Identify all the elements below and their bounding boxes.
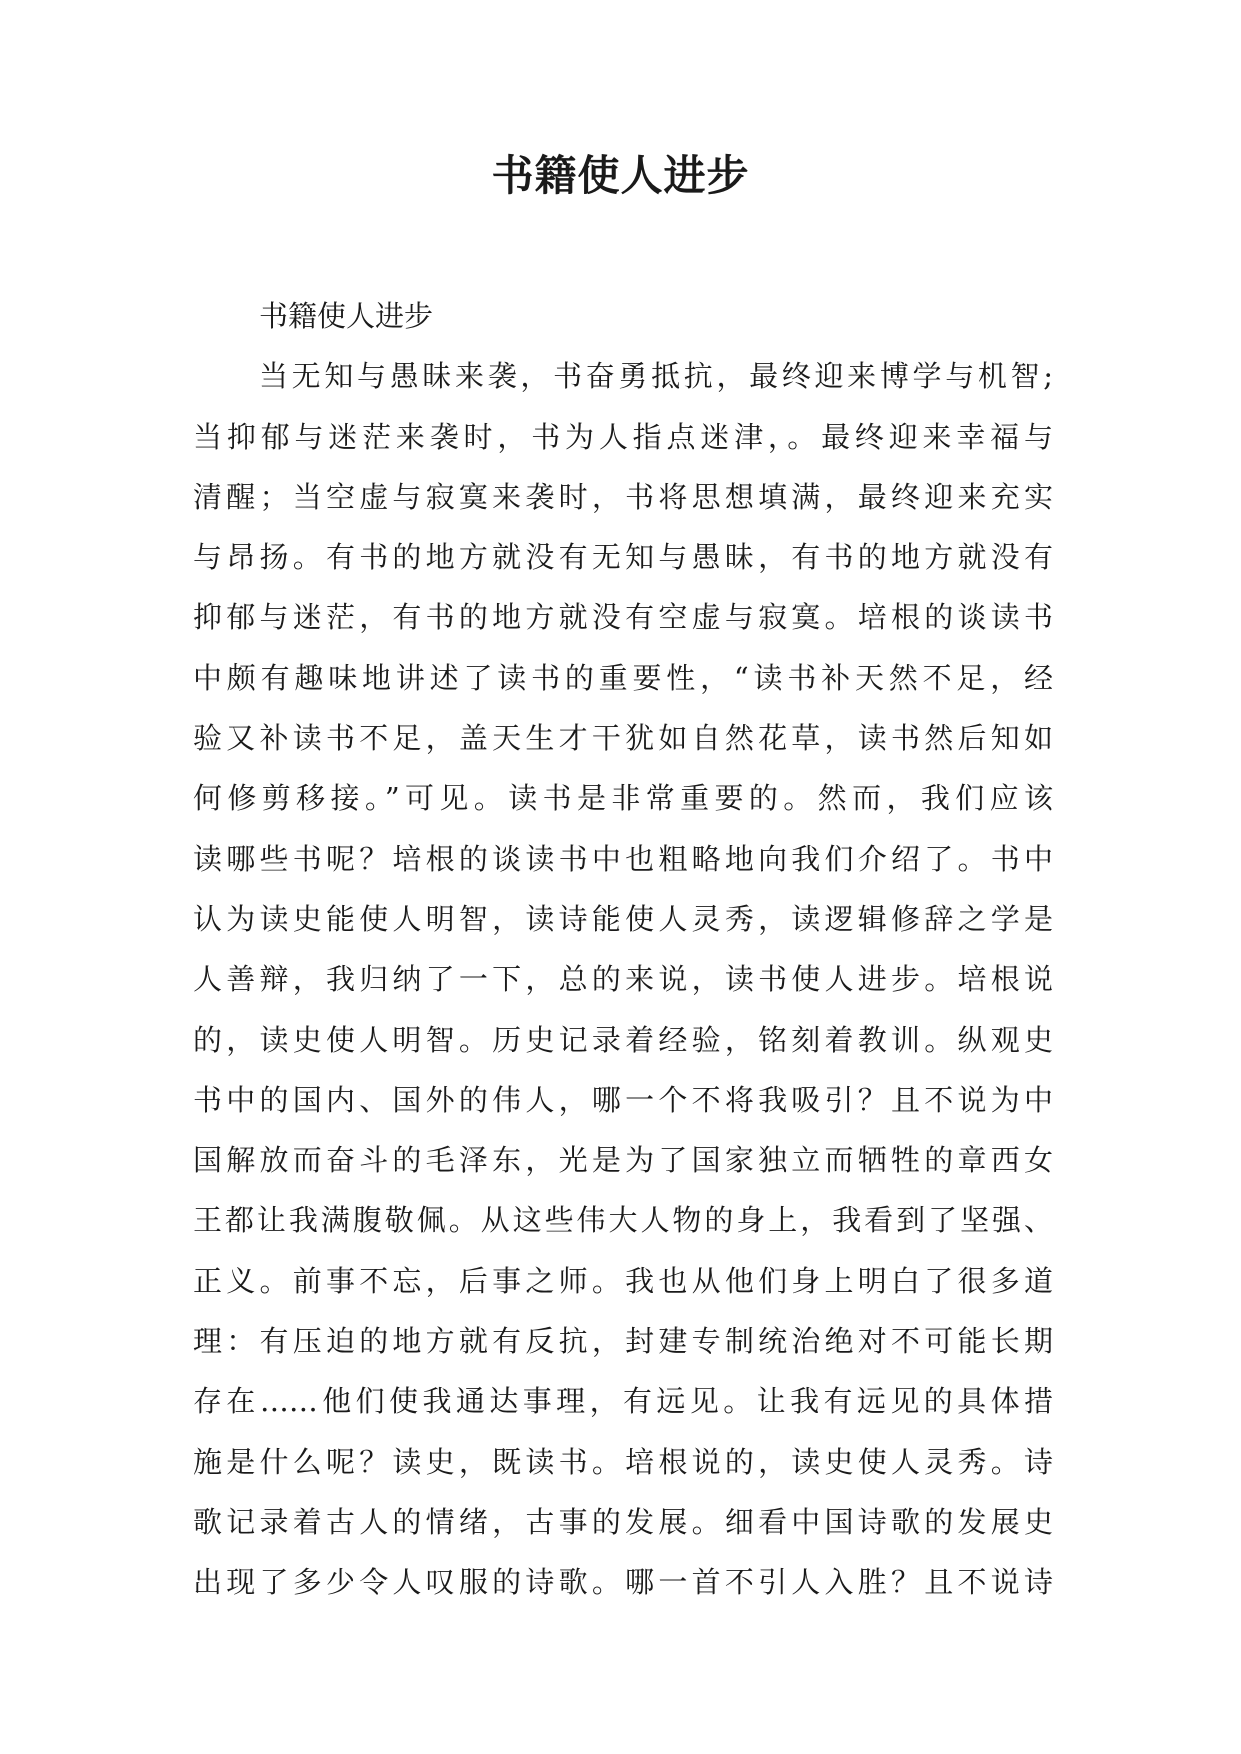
text-line: 的，读史使人明智。历史记录着经验，铭刻着教训。纵观史 [193, 1022, 1053, 1057]
document-title: 书籍使人进步 [491, 151, 750, 200]
text-line: 正义。前事不忘，后事之师。我也从他们身上明白了很多道 [193, 1263, 1053, 1298]
text-line: 读哪些书呢？培根的谈读书中也粗略地向我们介绍了。书中 [193, 841, 1053, 876]
text-line: 人善辩，我归纳了一下，总的来说，读书使人进步。培根说 [193, 962, 1053, 997]
text-line: 施是什么呢？读史，既读书。培根说的，读史使人灵秀。诗 [193, 1444, 1053, 1479]
text-line: 清醒；当空虚与寂寞来袭时，书将思想填满，最终迎来充实 [193, 479, 1053, 514]
subtitle-line: 书籍使人进步 [259, 299, 434, 333]
text-line: 出现了多少令人叹服的诗歌。哪一首不引人入胜？且不说诗 [193, 1565, 1053, 1600]
text-line: 歌记录着古人的情绪，古事的发展。细看中国诗歌的发展史 [193, 1504, 1053, 1539]
text-line: 何修剪移接。”可见。读书是非常重要的。然而，我们应该 [193, 781, 1053, 816]
text-line: 存在……他们使我通达事理，有远见。让我有远见的具体措 [193, 1384, 1053, 1419]
text-line: 王都让我满腹敬佩。从这些伟大人物的身上，我看到了坚强、 [193, 1203, 1053, 1238]
document-body [193, 286, 1053, 1613]
text-line: 当无知与愚昧来袭，书奋勇抵抗，最终迎来博学与机智; [259, 359, 1053, 394]
text-line: 认为读史能使人明智，读诗能使人灵秀，读逻辑修辞之学是 [193, 901, 1053, 936]
text-line: 与昂扬。有书的地方就没有无知与愚昧，有书的地方就没有 [193, 540, 1053, 575]
text-line: 书中的国内、国外的伟人，哪一个不将我吸引？且不说为中 [193, 1082, 1053, 1117]
text-line: 抑郁与迷茫，有书的地方就没有空虚与寂寞。培根的谈读书 [193, 600, 1053, 635]
text-line: 国解放而奋斗的毛泽东，光是为了国家独立而牺牲的章西女 [193, 1143, 1053, 1178]
text-line: 当抑郁与迷茫来袭时，书为人指点迷津，。最终迎来幸福与 [193, 419, 1053, 454]
text-line: 验又补读书不足，盖天生才干犹如自然花草，读书然后知如 [193, 721, 1053, 756]
text-line: 理：有压迫的地方就有反抗，封建专制统治绝对不可能长期 [193, 1324, 1053, 1359]
text-line: 中颇有趣味地讲述了读书的重要性，“读书补天然不足，经 [193, 660, 1053, 695]
